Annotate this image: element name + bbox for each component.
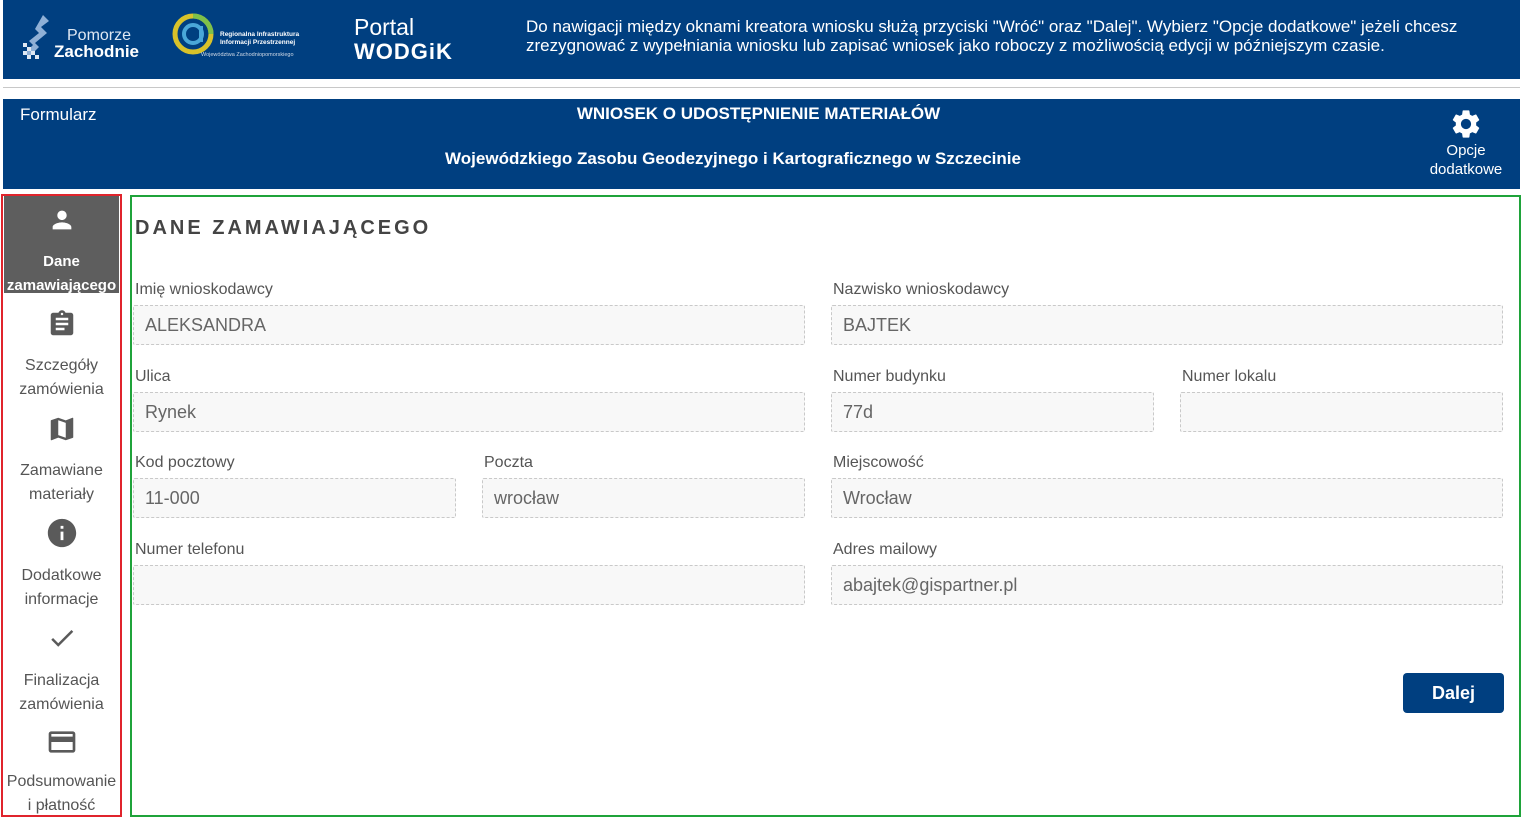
form-content bbox=[130, 195, 1521, 817]
check-icon bbox=[47, 623, 77, 653]
step-zamawiane-materialy[interactable] bbox=[4, 413, 119, 508]
riip-text-line2: Informacji Przestrzennej bbox=[220, 39, 296, 46]
options-label-line1: Opcje bbox=[1446, 142, 1486, 159]
step-label-line2: zamawiającego bbox=[6, 277, 117, 294]
pomorze-zachodnie-mark-icon bbox=[21, 13, 57, 63]
postal-code-label: Kod pocztowy bbox=[135, 454, 235, 471]
step-label-line2: zamówienia bbox=[19, 381, 104, 398]
info-icon bbox=[45, 516, 79, 550]
step-dodatkowe-informacje[interactable] bbox=[4, 516, 119, 611]
header-divider bbox=[3, 87, 1520, 88]
additional-options-button[interactable] bbox=[1418, 107, 1514, 179]
portal-title-line1: Portal bbox=[354, 14, 415, 40]
gear-icon bbox=[1449, 107, 1483, 141]
phone-input[interactable] bbox=[133, 565, 805, 605]
portal-title-line2: WODGiK bbox=[354, 39, 453, 64]
next-button[interactable]: Dalej bbox=[1403, 673, 1504, 713]
building-number-input[interactable] bbox=[831, 392, 1154, 432]
wizard-steps-sidebar bbox=[1, 194, 122, 817]
riip-logo[interactable] bbox=[171, 12, 311, 62]
street-label: Ulica bbox=[135, 368, 171, 385]
riip-text-line3: Województwa Zachodniopomorskiego bbox=[201, 52, 294, 58]
post-office-label: Poczta bbox=[484, 454, 533, 471]
step-label-line1: Finalizacja bbox=[23, 672, 100, 689]
riip-ring-icon bbox=[171, 12, 215, 56]
riip-text-line1: Regionalna Infrastruktura bbox=[220, 31, 300, 38]
step-label-line1: Podsumowanie bbox=[6, 773, 117, 790]
first-name-input[interactable] bbox=[133, 305, 805, 345]
person-icon bbox=[48, 206, 76, 234]
pomorze-zachodnie-logo[interactable] bbox=[21, 13, 141, 65]
form-label: Formularz bbox=[20, 105, 97, 124]
step-label-line1: Zamawiane bbox=[20, 462, 103, 479]
postal-code-input[interactable] bbox=[133, 478, 456, 518]
step-label-line1: Dodatkowe bbox=[21, 567, 102, 584]
section-title: DANE ZAMAWIAJĄCEGO bbox=[135, 217, 432, 239]
step-label-line1: Szczegóły bbox=[25, 357, 98, 374]
email-input[interactable] bbox=[831, 565, 1503, 605]
top-banner bbox=[3, 0, 1520, 79]
building-number-label: Numer budynku bbox=[833, 368, 946, 385]
city-input[interactable] bbox=[831, 478, 1503, 518]
last-name-label: Nazwisko wnioskodawcy bbox=[833, 281, 1010, 298]
city-label: Miejscowość bbox=[833, 454, 924, 471]
map-icon bbox=[47, 413, 77, 445]
step-dane-zamawiajacego[interactable] bbox=[4, 196, 119, 293]
form-subtitle: Wojewódzkiego Zasobu Geodezyjnego i Kartograficznego w Szczecinie bbox=[445, 149, 1021, 168]
apartment-number-input[interactable] bbox=[1180, 392, 1503, 432]
step-label-line2: i płatność bbox=[27, 797, 96, 814]
step-label-line2: zamówienia bbox=[19, 696, 104, 713]
street-input[interactable] bbox=[133, 392, 805, 432]
logo-text-pomorze: Pomorze bbox=[67, 27, 132, 44]
step-szczegoly-zamowienia[interactable] bbox=[4, 308, 119, 403]
post-office-input[interactable] bbox=[482, 478, 805, 518]
card-icon bbox=[46, 726, 78, 758]
step-label-line2: materiały bbox=[29, 486, 94, 503]
portal-wodgik-logo[interactable] bbox=[354, 14, 453, 64]
apartment-number-label: Numer lokalu bbox=[1182, 368, 1277, 385]
navigation-info-text: Do nawigacji między oknami kreatora wniosku służą przyciski "Wróć" oraz "Dalej". Wybierz "Opcje dodatkowe" jeżeli chcesz zrezygnować z wypełniania wniosku lub zapisać wniosek jako roboczy z możliwością edycji w późniejszym czasie. bbox=[526, 17, 1458, 55]
logo-text-zachodnie: Zachodnie bbox=[54, 42, 140, 61]
step-finalizacja-zamowienia[interactable] bbox=[4, 623, 119, 718]
first-name-label: Imię wnioskodawcy bbox=[135, 281, 273, 298]
step-label-line2: informacje bbox=[24, 591, 99, 608]
last-name-input[interactable] bbox=[831, 305, 1503, 345]
clipboard-icon bbox=[47, 308, 77, 340]
form-title bbox=[3, 104, 1520, 124]
phone-label: Numer telefonu bbox=[135, 541, 245, 558]
options-label-line2: dodatkowe bbox=[1429, 161, 1503, 178]
form-header bbox=[3, 99, 1520, 189]
form-title-text: WNIOSEK O UDOSTĘPNIENIE MATERIAŁÓW bbox=[576, 104, 941, 123]
step-podsumowanie-i-platnosc[interactable] bbox=[4, 726, 119, 816]
email-label: Adres mailowy bbox=[833, 541, 938, 558]
step-label-line1: Dane bbox=[43, 253, 80, 270]
